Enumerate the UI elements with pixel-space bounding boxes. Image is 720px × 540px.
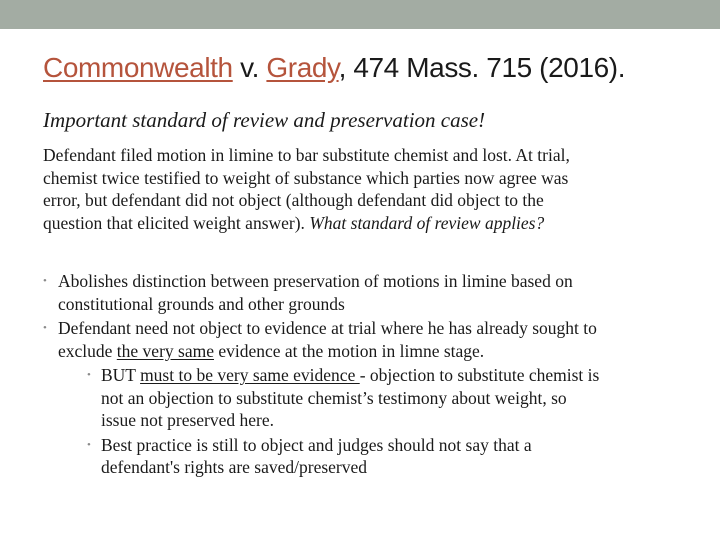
top-accent-bar [0, 0, 720, 29]
bullet-text-line: Defendant need not object to evidence at trial where he has already sought to [58, 318, 597, 338]
bullet-text-underlined: the very same [116, 340, 214, 361]
subbullet-text-underlined: must to be very same evidence [140, 365, 360, 385]
subbullet-text-line [101, 364, 693, 387]
title-citation: , 474 Mass. 715 (2016). [338, 52, 626, 83]
subbullet-item-very-same-evidence [43, 364, 693, 432]
subbullet-text-post: - objection to substitute chemist is [359, 365, 600, 385]
subbullet-text-line: defendant's rights are saved/preserved [101, 457, 368, 477]
summary-line: error, but defendant did not object (although defendant did object to the [43, 190, 544, 210]
bullet-item-need-not-object [43, 317, 693, 362]
subbullet-text-line: Best practice is still to object and judges should not say that a [101, 434, 532, 455]
bullet-list [43, 270, 693, 479]
bullet-marker: • [43, 275, 47, 287]
subbullet-text-line: issue not preserved here. [101, 410, 274, 430]
bullet-item-abolishes [43, 270, 693, 315]
case-name-commonwealth: Commonwealth [43, 52, 233, 83]
bullet-text-line: constitutional grounds and other grounds [58, 293, 345, 314]
summary-question: What standard of review applies? [309, 212, 545, 233]
subbullet-text-pre: BUT [101, 365, 141, 385]
bullet-text-line: Abolishes distinction between preservation of motions in limine based on [58, 271, 573, 291]
case-name-grady: Grady [266, 52, 339, 83]
bullet-text-post: evidence at the motion in limne stage. [213, 340, 485, 361]
subbullet-marker: • [87, 438, 91, 451]
case-summary-paragraph [43, 144, 683, 234]
bullet-marker: • [43, 322, 47, 334]
bullet-text-pre: exclude [58, 340, 117, 361]
title-versus: v. [232, 52, 267, 83]
summary-line [43, 212, 683, 235]
slide-title [43, 52, 625, 84]
summary-line: Defendant filed motion in limine to bar substitute chemist and lost. At trial, [43, 145, 570, 165]
summary-last-plain: question that elicited weight answer). [43, 212, 310, 233]
summary-line: chemist twice testified to weight of substance which parties now agree was [43, 167, 569, 188]
bullet-text-line [58, 340, 693, 363]
subbullet-marker: • [87, 369, 91, 381]
slide-subtitle: Important standard of review and preservation case! [43, 108, 486, 132]
subbullet-item-best-practice [43, 434, 693, 479]
subbullet-text-line: not an objection to substitute chemist’s testimony about weight, so [101, 387, 567, 408]
